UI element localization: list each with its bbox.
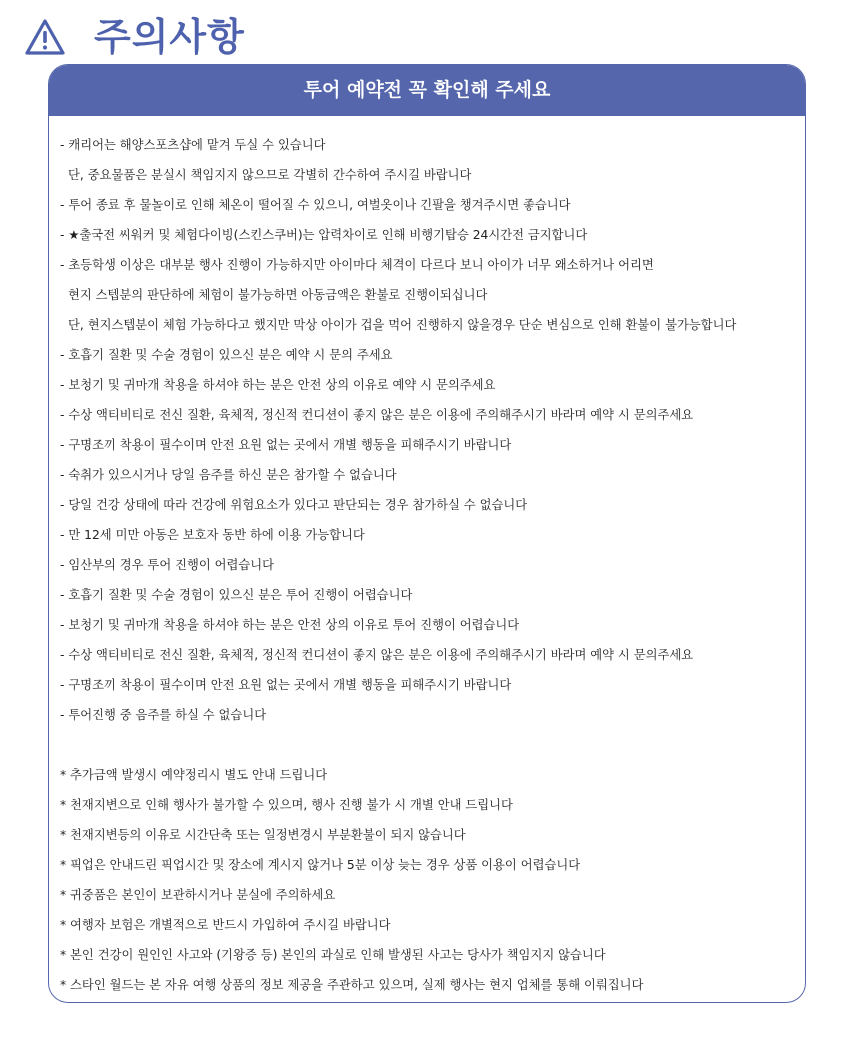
- notice-item: - 보청기 및 귀마개 착용을 하셔야 하는 분은 안전 상의 이유로 예약 시 문의주세요: [60, 378, 496, 392]
- notice-item: - 초등학생 이상은 대부분 행사 진행이 가능하지만 아이마다 체격이 다르다 보니 아이가 너무 왜소하거나 어리면: [60, 258, 654, 272]
- extra-note: * 천재지변으로 인해 행사가 불가할 수 있으며, 행사 진행 불가 시 개별 안내 드립니다: [60, 798, 513, 812]
- notice-item: - 임산부의 경우 투어 진행이 어렵습니다: [60, 558, 275, 572]
- extra-note: * 스타인 월드는 본 자유 여행 상품의 정보 제공을 주관하고 있으며, 실제 행사는 현지 업체를 통해 이뤄집니다: [60, 978, 644, 992]
- notice-item: - 호흡기 질환 및 수술 경험이 있으신 분은 예약 시 문의 주세요: [60, 348, 393, 362]
- notice-list: [49, 116, 805, 1000]
- extra-note: * 본인 건강이 원인인 사고와 (기왕증 등) 본인의 과실로 인해 발생된 사고는 당사가 책임지지 않습니다: [60, 948, 606, 962]
- notice-item: - 숙취가 있으시거나 당일 음주를 하신 분은 참가할 수 없습니다: [60, 468, 397, 482]
- section-gap: [60, 730, 805, 760]
- notice-item: 단, 중요물품은 분실시 책임지지 않으므로 각별히 간수하여 주시길 바랍니다: [68, 168, 472, 182]
- notice-item: - 호흡기 질환 및 수술 경험이 있으신 분은 투어 진행이 어렵습니다: [60, 588, 413, 602]
- extra-note: * 귀중품은 본인이 보관하시거나 분실에 주의하세요: [60, 888, 336, 902]
- warning-icon: [24, 18, 66, 56]
- notice-item: - 투어 종료 후 물놀이로 인해 체온이 떨어질 수 있으니, 여벌옷이나 긴팔을 챙겨주시면 좋습니다: [60, 198, 571, 212]
- extra-note: * 천재지변등의 이유로 시간단축 또는 일정변경시 부분환불이 되지 않습니다: [60, 828, 466, 842]
- extra-note: * 여행자 보험은 개별적으로 반드시 가입하여 주시길 바랍니다: [60, 918, 391, 932]
- extra-note: * 추가금액 발생시 예약정리시 별도 안내 드립니다: [60, 768, 328, 782]
- notice-item: - 캐리어는 해양스포츠샵에 맡겨 두실 수 있습니다: [60, 138, 326, 152]
- title-row: [24, 12, 245, 62]
- notice-item: - 수상 액티비티로 전신 질환, 육체적, 정신적 컨디션이 좋지 않은 분은 이용에 주의해주시기 바라며 예약 시 문의주세요: [60, 648, 694, 662]
- page-title: 주의사항: [94, 15, 245, 59]
- notice-item: - 당일 건강 상태에 따라 건강에 위험요소가 있다고 판단되는 경우 참가하실 수 없습니다: [60, 498, 528, 512]
- notice-item: 현지 스텝분의 판단하에 체험이 불가능하면 아동금액은 환불로 진행이되십니다: [68, 288, 488, 302]
- notice-card: [48, 64, 806, 1003]
- notice-item: 단, 현지스텝분이 체험 가능하다고 했지만 막상 아이가 겁을 먹어 진행하지 않을경우 단순 변심으로 인해 환불이 불가능합니다: [68, 318, 737, 332]
- card-header: 투어 예약전 꼭 확인해 주세요: [49, 65, 805, 116]
- notice-item: - ★출국전 씨워커 및 체험다이빙(스킨스쿠버)는 압력차이로 인해 비행기탑승 24시간전 금지합니다: [60, 228, 588, 242]
- notice-item: - 구명조끼 착용이 필수이며 안전 요원 없는 곳에서 개별 행동을 피해주시기 바랍니다: [60, 678, 512, 692]
- extra-note: * 픽업은 안내드린 픽업시간 및 장소에 계시지 않거나 5분 이상 늦는 경우 상품 이용이 어렵습니다: [60, 858, 581, 872]
- notice-item: - 보청기 및 귀마개 착용을 하셔야 하는 분은 안전 상의 이유로 투어 진행이 어렵습니다: [60, 618, 520, 632]
- notice-item: - 수상 액티비티로 전신 질환, 육체적, 정신적 컨디션이 좋지 않은 분은 이용에 주의해주시기 바라며 예약 시 문의주세요: [60, 408, 694, 422]
- notice-item: - 구명조끼 착용이 필수이며 안전 요원 없는 곳에서 개별 행동을 피해주시기 바랍니다: [60, 438, 512, 452]
- notice-item: - 만 12세 미만 아동은 보호자 동반 하에 이용 가능합니다: [60, 528, 365, 542]
- notice-item: - 투어진행 중 음주를 하실 수 없습니다: [60, 708, 267, 722]
